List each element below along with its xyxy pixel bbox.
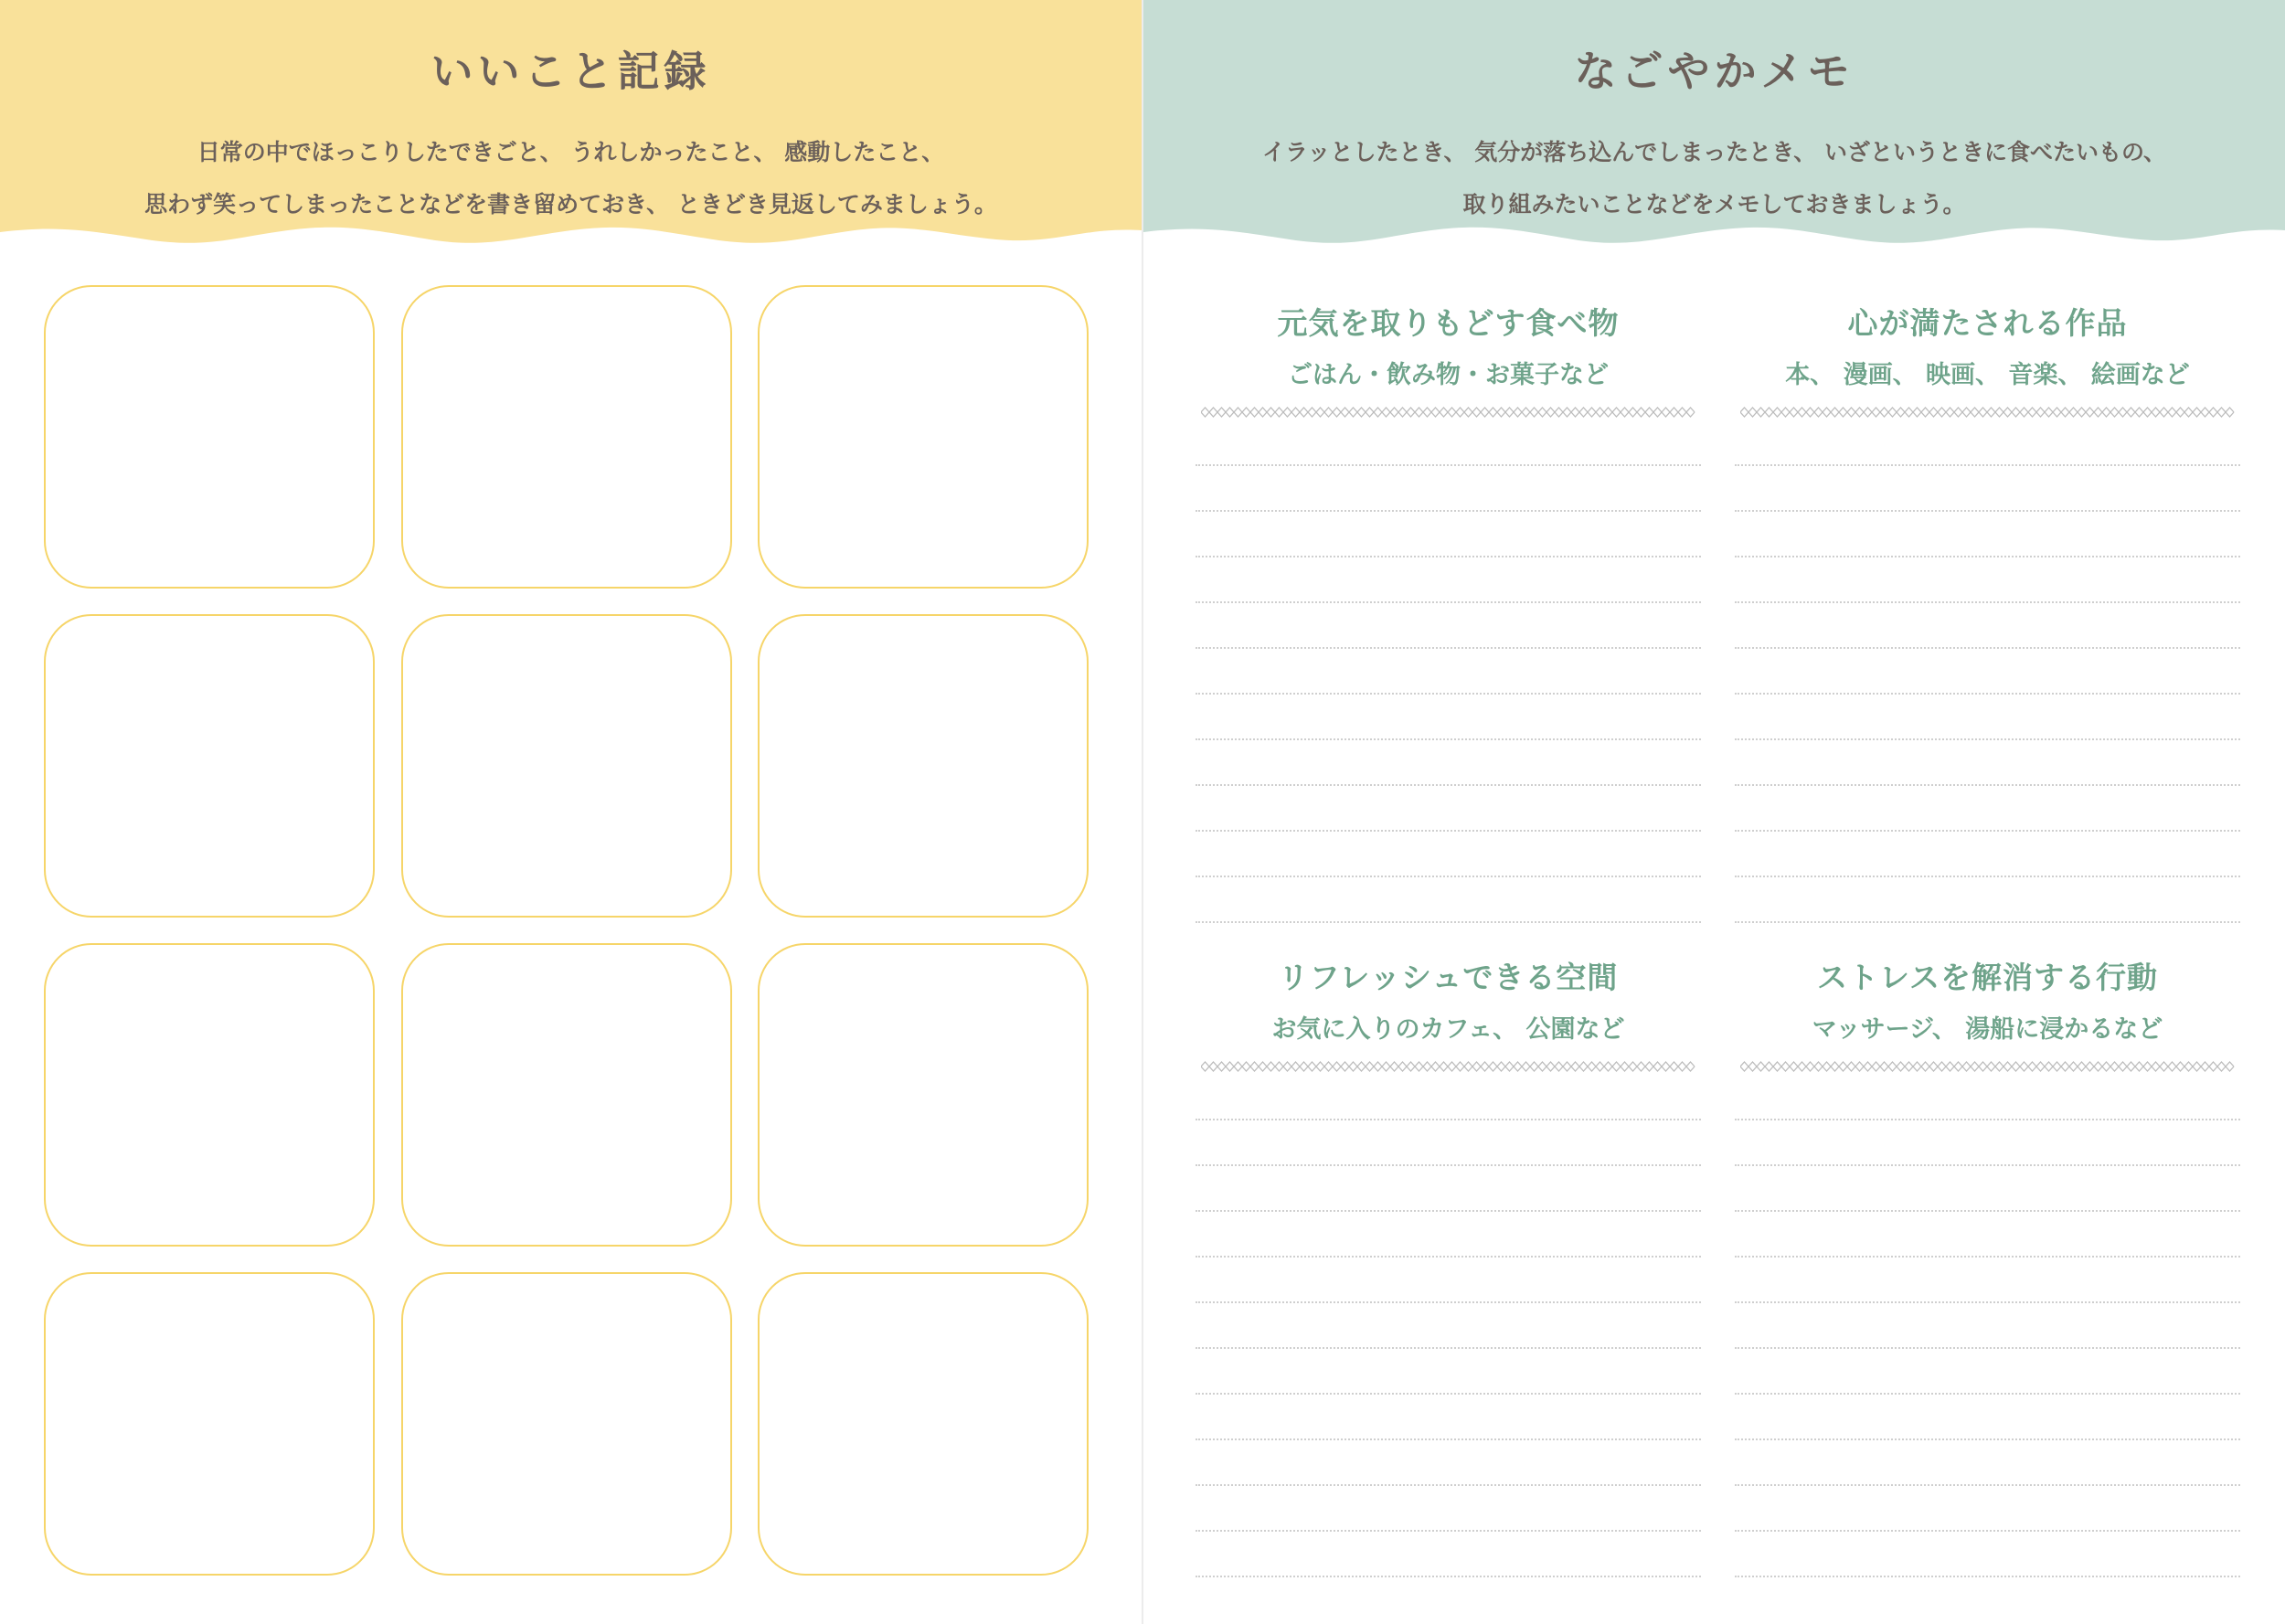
page-title: いいこと記録: [430, 47, 711, 96]
section-subtitle: お気に入りのカフェ、 公園など: [1271, 1015, 1625, 1044]
section-title: 元気を取りもどす食べ物: [1277, 305, 1620, 341]
writing-line[interactable]: [1196, 1530, 1701, 1532]
section-title: 心が満たされる作品: [1847, 305, 2128, 341]
writing-line[interactable]: [1735, 1256, 2240, 1258]
writing-line[interactable]: [1196, 693, 1701, 695]
writing-line[interactable]: [1735, 876, 2240, 877]
writing-line[interactable]: [1196, 1484, 1701, 1486]
writing-line[interactable]: [1196, 1210, 1701, 1212]
writing-line[interactable]: [1196, 876, 1701, 877]
writing-line[interactable]: [1196, 1576, 1701, 1577]
left-header: [0, 0, 1142, 256]
writing-line[interactable]: [1196, 464, 1701, 466]
writing-line[interactable]: [1196, 1347, 1701, 1349]
page-description: [1143, 126, 2285, 230]
memo-box[interactable]: [401, 943, 732, 1247]
zigzag-divider: [1740, 1060, 2235, 1073]
zigzag-divider: [1740, 406, 2235, 419]
writing-line[interactable]: [1735, 1210, 2240, 1212]
writing-line[interactable]: [1735, 1301, 2240, 1303]
description-line: 日常の中でほっこりしたできごと、 うれしかったこと、 感動したこと、: [197, 139, 945, 165]
section-subtitle: 本、 漫画、 映画、 音楽、 絵画など: [1785, 361, 2190, 389]
left-page: [0, 0, 1142, 1624]
writing-line[interactable]: [1735, 693, 2240, 695]
writing-line[interactable]: [1735, 647, 2240, 649]
description-line: イラッとしたとき、 気分が落ち込んでしまったとき、 いざというときに食べたいもの、: [1262, 139, 2166, 165]
writing-line[interactable]: [1735, 601, 2240, 603]
writing-line[interactable]: [1196, 784, 1701, 786]
memo-box[interactable]: [401, 614, 732, 918]
writing-line[interactable]: [1735, 1347, 2240, 1349]
memo-box[interactable]: [44, 614, 375, 918]
writing-line[interactable]: [1196, 738, 1701, 740]
zigzag-divider: [1201, 406, 1695, 419]
writing-line[interactable]: [1735, 1393, 2240, 1395]
writing-line[interactable]: [1196, 601, 1701, 603]
writing-line[interactable]: [1196, 1301, 1701, 1303]
section-title: ストレスを解消する行動: [1816, 960, 2158, 995]
writing-line[interactable]: [1735, 556, 2240, 557]
writing-line[interactable]: [1196, 556, 1701, 557]
memo-box[interactable]: [758, 1272, 1089, 1576]
writing-line[interactable]: [1735, 1484, 2240, 1486]
writing-line[interactable]: [1735, 784, 2240, 786]
memo-box[interactable]: [758, 285, 1089, 589]
memo-box[interactable]: [44, 943, 375, 1247]
right-header: [1143, 0, 2285, 256]
writing-line[interactable]: [1735, 1119, 2240, 1120]
right-page: [1143, 0, 2285, 1624]
section-title: リフレッシュできる空間: [1278, 960, 1619, 995]
writing-line[interactable]: [1196, 1393, 1701, 1395]
page-description: [0, 126, 1142, 230]
memo-box[interactable]: [44, 1272, 375, 1576]
writing-line[interactable]: [1735, 830, 2240, 832]
writing-line[interactable]: [1196, 1438, 1701, 1440]
writing-line[interactable]: [1196, 647, 1701, 649]
section-subtitle: マッサージ、 湯船に浸かるなど: [1812, 1015, 2163, 1044]
writing-line[interactable]: [1735, 738, 2240, 740]
page-title: なごやかメモ: [1574, 47, 1855, 96]
memo-box[interactable]: [401, 285, 732, 589]
writing-line[interactable]: [1735, 464, 2240, 466]
description-line: 思わず笑ってしまったことなどを書き留めておき、 ときどき見返してみましょう。: [144, 191, 997, 218]
writing-line[interactable]: [1735, 921, 2240, 923]
memo-box[interactable]: [758, 614, 1089, 918]
writing-line[interactable]: [1735, 1438, 2240, 1440]
writing-line[interactable]: [1735, 1576, 2240, 1577]
writing-line[interactable]: [1196, 830, 1701, 832]
writing-line[interactable]: [1196, 1164, 1701, 1166]
section-subtitle: ごはん・飲み物・お菓子など: [1288, 361, 1609, 389]
writing-line[interactable]: [1196, 1119, 1701, 1120]
writing-line[interactable]: [1196, 510, 1701, 512]
description-line: 取り組みたいことなどをメモしておきましょう。: [1462, 191, 1966, 218]
writing-line[interactable]: [1196, 1256, 1701, 1258]
memo-box[interactable]: [758, 943, 1089, 1247]
writing-line[interactable]: [1735, 1530, 2240, 1532]
memo-box[interactable]: [401, 1272, 732, 1576]
writing-line[interactable]: [1735, 510, 2240, 512]
writing-line[interactable]: [1735, 1164, 2240, 1166]
zigzag-divider: [1201, 1060, 1695, 1073]
memo-box[interactable]: [44, 285, 375, 589]
writing-line[interactable]: [1196, 921, 1701, 923]
